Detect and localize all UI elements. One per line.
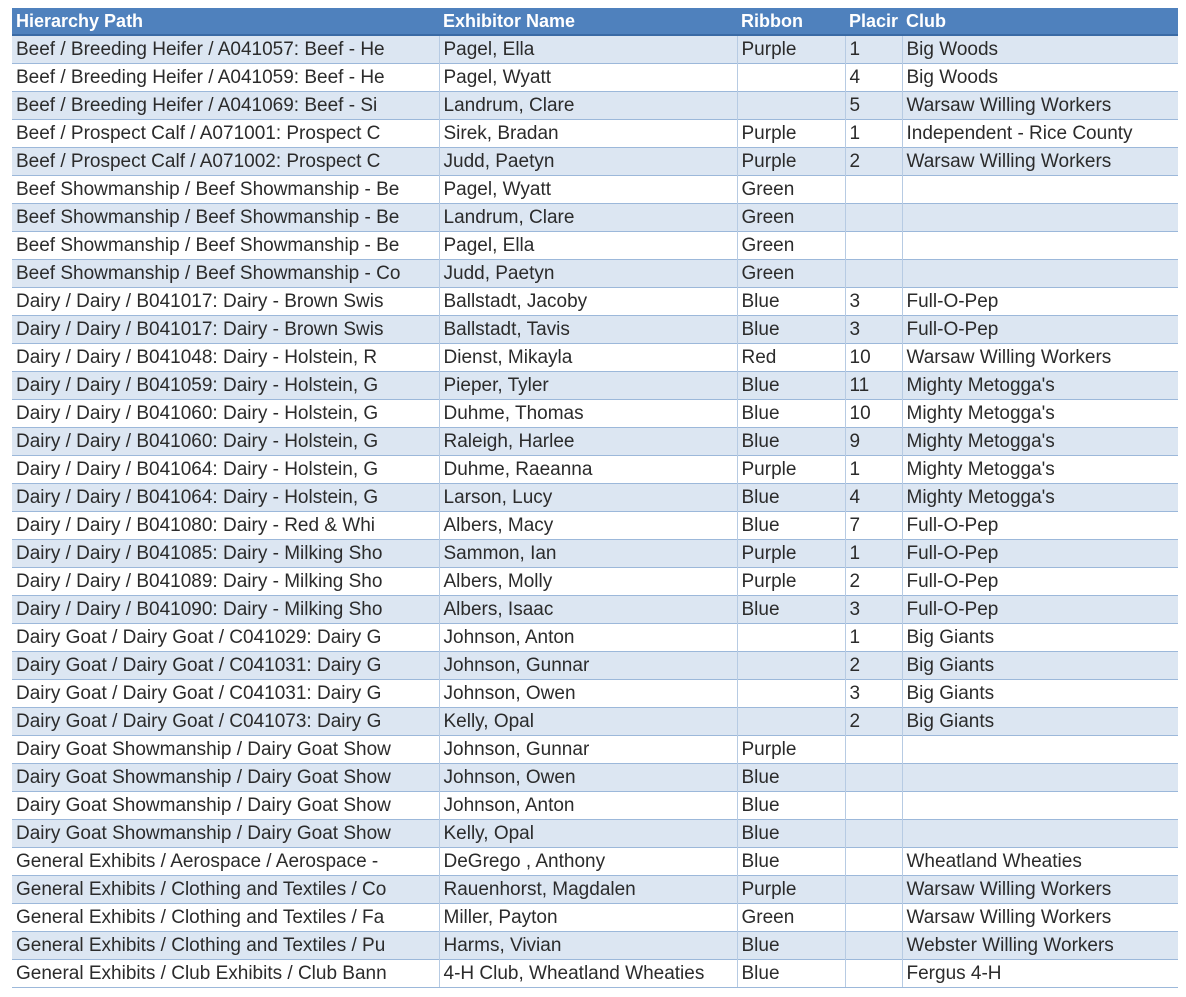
exhibitor-name-cell: Ballstadt, Jacoby — [439, 288, 737, 316]
column-header-placing[interactable]: Placir — [845, 8, 902, 35]
hierarchy-path-cell: Dairy / Dairy / B041064: Dairy - Holstein, G — [12, 456, 439, 484]
placing-cell — [845, 932, 902, 960]
hierarchy-path-cell: Dairy / Dairy / B041064: Dairy - Holstein, G — [12, 484, 439, 512]
column-header-ribbon[interactable]: Ribbon — [737, 8, 845, 35]
placing-cell: 11 — [845, 372, 902, 400]
hierarchy-path-cell: General Exhibits / Clothing and Textiles / Fa — [12, 904, 439, 932]
exhibitor-name-cell: Judd, Paetyn — [439, 148, 737, 176]
club-cell: Big Giants — [902, 680, 1178, 708]
placing-cell — [845, 904, 902, 932]
placing-cell: 7 — [845, 512, 902, 540]
hierarchy-path-cell: Beef Showmanship / Beef Showmanship - Co — [12, 260, 439, 288]
exhibitor-name-cell: Albers, Isaac — [439, 596, 737, 624]
hierarchy-path-cell: Dairy / Dairy / B041017: Dairy - Brown Swis — [12, 316, 439, 344]
placing-cell — [845, 260, 902, 288]
exhibitor-name-cell: Larson, Lucy — [439, 484, 737, 512]
ribbon-cell: Blue — [737, 820, 845, 848]
exhibitor-name-cell: Sirek, Bradan — [439, 120, 737, 148]
club-cell: Wheatland Wheaties — [902, 848, 1178, 876]
table-row[interactable] — [12, 288, 1178, 316]
table-row[interactable] — [12, 736, 1178, 764]
placing-cell: 1 — [845, 456, 902, 484]
hierarchy-path-cell: General Exhibits / Club Exhibits / Club Bann — [12, 960, 439, 988]
hierarchy-path-cell: Beef Showmanship / Beef Showmanship - Be — [12, 204, 439, 232]
table-row[interactable] — [12, 876, 1178, 904]
table-row[interactable] — [12, 568, 1178, 596]
hierarchy-path-cell: Beef / Prospect Calf / A071001: Prospect C — [12, 120, 439, 148]
placing-cell: 1 — [845, 120, 902, 148]
placing-cell: 5 — [845, 92, 902, 120]
hierarchy-path-cell: Dairy Goat / Dairy Goat / C041073: Dairy G — [12, 708, 439, 736]
ribbon-cell: Purple — [737, 120, 845, 148]
results-table-container — [12, 8, 1178, 988]
ribbon-cell: Blue — [737, 428, 845, 456]
ribbon-cell: Green — [737, 260, 845, 288]
hierarchy-path-cell: General Exhibits / Aerospace / Aerospace - — [12, 848, 439, 876]
placing-cell: 3 — [845, 596, 902, 624]
club-cell: Fergus 4-H — [902, 960, 1178, 988]
club-cell: Warsaw Willing Workers — [902, 148, 1178, 176]
table-row[interactable] — [12, 540, 1178, 568]
ribbon-cell: Green — [737, 204, 845, 232]
table-row[interactable] — [12, 624, 1178, 652]
club-cell — [902, 792, 1178, 820]
ribbon-cell: Blue — [737, 764, 845, 792]
placing-cell — [845, 764, 902, 792]
exhibitor-name-cell: Johnson, Anton — [439, 624, 737, 652]
table-row[interactable] — [12, 148, 1178, 176]
exhibitor-name-cell: Pagel, Wyatt — [439, 176, 737, 204]
ribbon-cell — [737, 680, 845, 708]
table-row[interactable] — [12, 232, 1178, 260]
placing-cell — [845, 960, 902, 988]
ribbon-cell — [737, 652, 845, 680]
placing-cell — [845, 232, 902, 260]
hierarchy-path-cell: Dairy Goat Showmanship / Dairy Goat Show — [12, 736, 439, 764]
hierarchy-path-cell: Dairy / Dairy / B041090: Dairy - Milking Sho — [12, 596, 439, 624]
club-cell: Big Giants — [902, 708, 1178, 736]
club-cell — [902, 260, 1178, 288]
club-cell: Full-O-Pep — [902, 288, 1178, 316]
table-row[interactable] — [12, 428, 1178, 456]
club-cell: Big Giants — [902, 624, 1178, 652]
hierarchy-path-cell: Beef / Prospect Calf / A071002: Prospect C — [12, 148, 439, 176]
club-cell — [902, 176, 1178, 204]
table-row[interactable] — [12, 316, 1178, 344]
ribbon-cell: Purple — [737, 540, 845, 568]
placing-cell: 1 — [845, 35, 902, 64]
hierarchy-path-cell: Dairy / Dairy / B041017: Dairy - Brown Swis — [12, 288, 439, 316]
club-cell — [902, 764, 1178, 792]
ribbon-cell: Green — [737, 904, 845, 932]
club-cell — [902, 820, 1178, 848]
ribbon-cell: Blue — [737, 792, 845, 820]
hierarchy-path-cell: Dairy / Dairy / B041085: Dairy - Milking Sho — [12, 540, 439, 568]
exhibitor-name-cell: Albers, Molly — [439, 568, 737, 596]
exhibitor-name-cell: Albers, Macy — [439, 512, 737, 540]
club-cell: Mighty Metogga's — [902, 456, 1178, 484]
exhibitor-name-cell: Johnson, Gunnar — [439, 736, 737, 764]
hierarchy-path-cell: Dairy / Dairy / B041059: Dairy - Holstein, G — [12, 372, 439, 400]
exhibitor-name-cell: Duhme, Thomas — [439, 400, 737, 428]
exhibitor-name-cell: Dienst, Mikayla — [439, 344, 737, 372]
exhibitor-name-cell: Johnson, Anton — [439, 792, 737, 820]
ribbon-cell: Purple — [737, 568, 845, 596]
exhibitor-name-cell: Ballstadt, Tavis — [439, 316, 737, 344]
hierarchy-path-cell: Dairy / Dairy / B041048: Dairy - Holstein, R — [12, 344, 439, 372]
placing-cell: 3 — [845, 288, 902, 316]
hierarchy-path-cell: Dairy / Dairy / B041060: Dairy - Holstein, G — [12, 428, 439, 456]
club-cell: Warsaw Willing Workers — [902, 344, 1178, 372]
placing-cell — [845, 876, 902, 904]
table-row[interactable] — [12, 596, 1178, 624]
placing-cell: 1 — [845, 624, 902, 652]
placing-cell — [845, 820, 902, 848]
table-row[interactable] — [12, 120, 1178, 148]
placing-cell: 4 — [845, 64, 902, 92]
header-row — [12, 8, 1178, 35]
placing-cell: 9 — [845, 428, 902, 456]
exhibitor-name-cell: Landrum, Clare — [439, 204, 737, 232]
table-row[interactable] — [12, 176, 1178, 204]
exhibitor-name-cell: Pagel, Ella — [439, 35, 737, 64]
ribbon-cell: Purple — [737, 736, 845, 764]
table-row[interactable] — [12, 344, 1178, 372]
placing-cell — [845, 176, 902, 204]
exhibitor-name-cell: Pagel, Wyatt — [439, 64, 737, 92]
exhibitor-name-cell: Rauenhorst, Magdalen — [439, 876, 737, 904]
table-row[interactable] — [12, 92, 1178, 120]
exhibitor-name-cell: Pieper, Tyler — [439, 372, 737, 400]
ribbon-cell: Red — [737, 344, 845, 372]
placing-cell: 2 — [845, 568, 902, 596]
column-header-club[interactable]: Club — [902, 8, 1178, 35]
exhibitor-name-cell: Raleigh, Harlee — [439, 428, 737, 456]
exhibitor-name-cell: Harms, Vivian — [439, 932, 737, 960]
club-cell: Mighty Metogga's — [902, 372, 1178, 400]
ribbon-cell: Green — [737, 232, 845, 260]
ribbon-cell — [737, 624, 845, 652]
ribbon-cell: Blue — [737, 932, 845, 960]
table-row[interactable] — [12, 652, 1178, 680]
hierarchy-path-cell: General Exhibits / Clothing and Textiles / Co — [12, 876, 439, 904]
ribbon-cell: Purple — [737, 35, 845, 64]
table-row[interactable] — [12, 400, 1178, 428]
exhibitor-name-cell: Johnson, Owen — [439, 680, 737, 708]
hierarchy-path-cell: Beef / Breeding Heifer / A041069: Beef - Si — [12, 92, 439, 120]
exhibitor-name-cell: Miller, Payton — [439, 904, 737, 932]
club-cell: Warsaw Willing Workers — [902, 92, 1178, 120]
club-cell: Full-O-Pep — [902, 316, 1178, 344]
hierarchy-path-cell: Dairy Goat / Dairy Goat / C041029: Dairy G — [12, 624, 439, 652]
exhibitor-name-cell: Johnson, Owen — [439, 764, 737, 792]
table-row[interactable] — [12, 35, 1178, 64]
table-row[interactable] — [12, 64, 1178, 92]
hierarchy-path-cell: Dairy / Dairy / B041089: Dairy - Milking Sho — [12, 568, 439, 596]
exhibitor-name-cell: Landrum, Clare — [439, 92, 737, 120]
table-row[interactable] — [12, 932, 1178, 960]
hierarchy-path-cell: General Exhibits / Clothing and Textiles / Pu — [12, 932, 439, 960]
hierarchy-path-cell: Dairy Goat Showmanship / Dairy Goat Show — [12, 792, 439, 820]
column-header-hierarchy-path[interactable]: Hierarchy Path — [12, 8, 439, 35]
table-row[interactable] — [12, 680, 1178, 708]
hierarchy-path-cell: Dairy / Dairy / B041060: Dairy - Holstein, G — [12, 400, 439, 428]
results-table — [12, 8, 1178, 988]
placing-cell: 10 — [845, 344, 902, 372]
club-cell — [902, 736, 1178, 764]
club-cell: Big Woods — [902, 35, 1178, 64]
exhibitor-name-cell: Kelly, Opal — [439, 820, 737, 848]
table-row[interactable] — [12, 792, 1178, 820]
ribbon-cell: Purple — [737, 876, 845, 904]
placing-cell: 3 — [845, 680, 902, 708]
placing-cell: 3 — [845, 316, 902, 344]
club-cell: Big Giants — [902, 652, 1178, 680]
club-cell — [902, 232, 1178, 260]
placing-cell: 1 — [845, 540, 902, 568]
club-cell: Warsaw Willing Workers — [902, 904, 1178, 932]
exhibitor-name-cell: Pagel, Ella — [439, 232, 737, 260]
column-header-exhibitor-name[interactable]: Exhibitor Name — [439, 8, 737, 35]
hierarchy-path-cell: Dairy Goat / Dairy Goat / C041031: Dairy G — [12, 652, 439, 680]
ribbon-cell: Blue — [737, 512, 845, 540]
club-cell: Big Woods — [902, 64, 1178, 92]
table-row[interactable] — [12, 260, 1178, 288]
ribbon-cell: Blue — [737, 372, 845, 400]
placing-cell: 4 — [845, 484, 902, 512]
exhibitor-name-cell: Sammon, Ian — [439, 540, 737, 568]
placing-cell — [845, 848, 902, 876]
placing-cell — [845, 204, 902, 232]
hierarchy-path-cell: Beef Showmanship / Beef Showmanship - Be — [12, 176, 439, 204]
exhibitor-name-cell: Kelly, Opal — [439, 708, 737, 736]
table-row[interactable] — [12, 372, 1178, 400]
ribbon-cell: Purple — [737, 148, 845, 176]
ribbon-cell — [737, 64, 845, 92]
ribbon-cell: Green — [737, 176, 845, 204]
club-cell: Full-O-Pep — [902, 596, 1178, 624]
table-row[interactable] — [12, 484, 1178, 512]
hierarchy-path-cell: Beef / Breeding Heifer / A041057: Beef - He — [12, 35, 439, 64]
exhibitor-name-cell: Johnson, Gunnar — [439, 652, 737, 680]
ribbon-cell: Purple — [737, 456, 845, 484]
placing-cell — [845, 736, 902, 764]
club-cell: Full-O-Pep — [902, 568, 1178, 596]
ribbon-cell — [737, 708, 845, 736]
table-row[interactable] — [12, 848, 1178, 876]
ribbon-cell: Blue — [737, 596, 845, 624]
exhibitor-name-cell: DeGrego , Anthony — [439, 848, 737, 876]
club-cell: Webster Willing Workers — [902, 932, 1178, 960]
hierarchy-path-cell: Dairy Goat Showmanship / Dairy Goat Show — [12, 764, 439, 792]
club-cell: Mighty Metogga's — [902, 428, 1178, 456]
ribbon-cell: Blue — [737, 848, 845, 876]
placing-cell: 2 — [845, 708, 902, 736]
ribbon-cell: Blue — [737, 960, 845, 988]
ribbon-cell: Blue — [737, 316, 845, 344]
ribbon-cell: Blue — [737, 400, 845, 428]
table-row[interactable] — [12, 820, 1178, 848]
club-cell: Full-O-Pep — [902, 540, 1178, 568]
placing-cell — [845, 792, 902, 820]
hierarchy-path-cell: Dairy / Dairy / B041080: Dairy - Red & Whi — [12, 512, 439, 540]
placing-cell: 2 — [845, 652, 902, 680]
table-row[interactable] — [12, 708, 1178, 736]
table-row[interactable] — [12, 204, 1178, 232]
club-cell: Independent - Rice County — [902, 120, 1178, 148]
table-row[interactable] — [12, 960, 1178, 988]
club-cell — [902, 204, 1178, 232]
exhibitor-name-cell: Duhme, Raeanna — [439, 456, 737, 484]
placing-cell: 10 — [845, 400, 902, 428]
ribbon-cell — [737, 92, 845, 120]
table-body — [12, 35, 1178, 988]
table-row[interactable] — [12, 512, 1178, 540]
table-row[interactable] — [12, 904, 1178, 932]
ribbon-cell: Blue — [737, 484, 845, 512]
exhibitor-name-cell: 4-H Club, Wheatland Wheaties — [439, 960, 737, 988]
hierarchy-path-cell: Dairy Goat Showmanship / Dairy Goat Show — [12, 820, 439, 848]
hierarchy-path-cell: Beef Showmanship / Beef Showmanship - Be — [12, 232, 439, 260]
club-cell: Warsaw Willing Workers — [902, 876, 1178, 904]
table-row[interactable] — [12, 456, 1178, 484]
table-row[interactable] — [12, 764, 1178, 792]
hierarchy-path-cell: Dairy Goat / Dairy Goat / C041031: Dairy G — [12, 680, 439, 708]
ribbon-cell: Blue — [737, 288, 845, 316]
placing-cell: 2 — [845, 148, 902, 176]
hierarchy-path-cell: Beef / Breeding Heifer / A041059: Beef - He — [12, 64, 439, 92]
club-cell: Full-O-Pep — [902, 512, 1178, 540]
club-cell: Mighty Metogga's — [902, 400, 1178, 428]
exhibitor-name-cell: Judd, Paetyn — [439, 260, 737, 288]
club-cell: Mighty Metogga's — [902, 484, 1178, 512]
